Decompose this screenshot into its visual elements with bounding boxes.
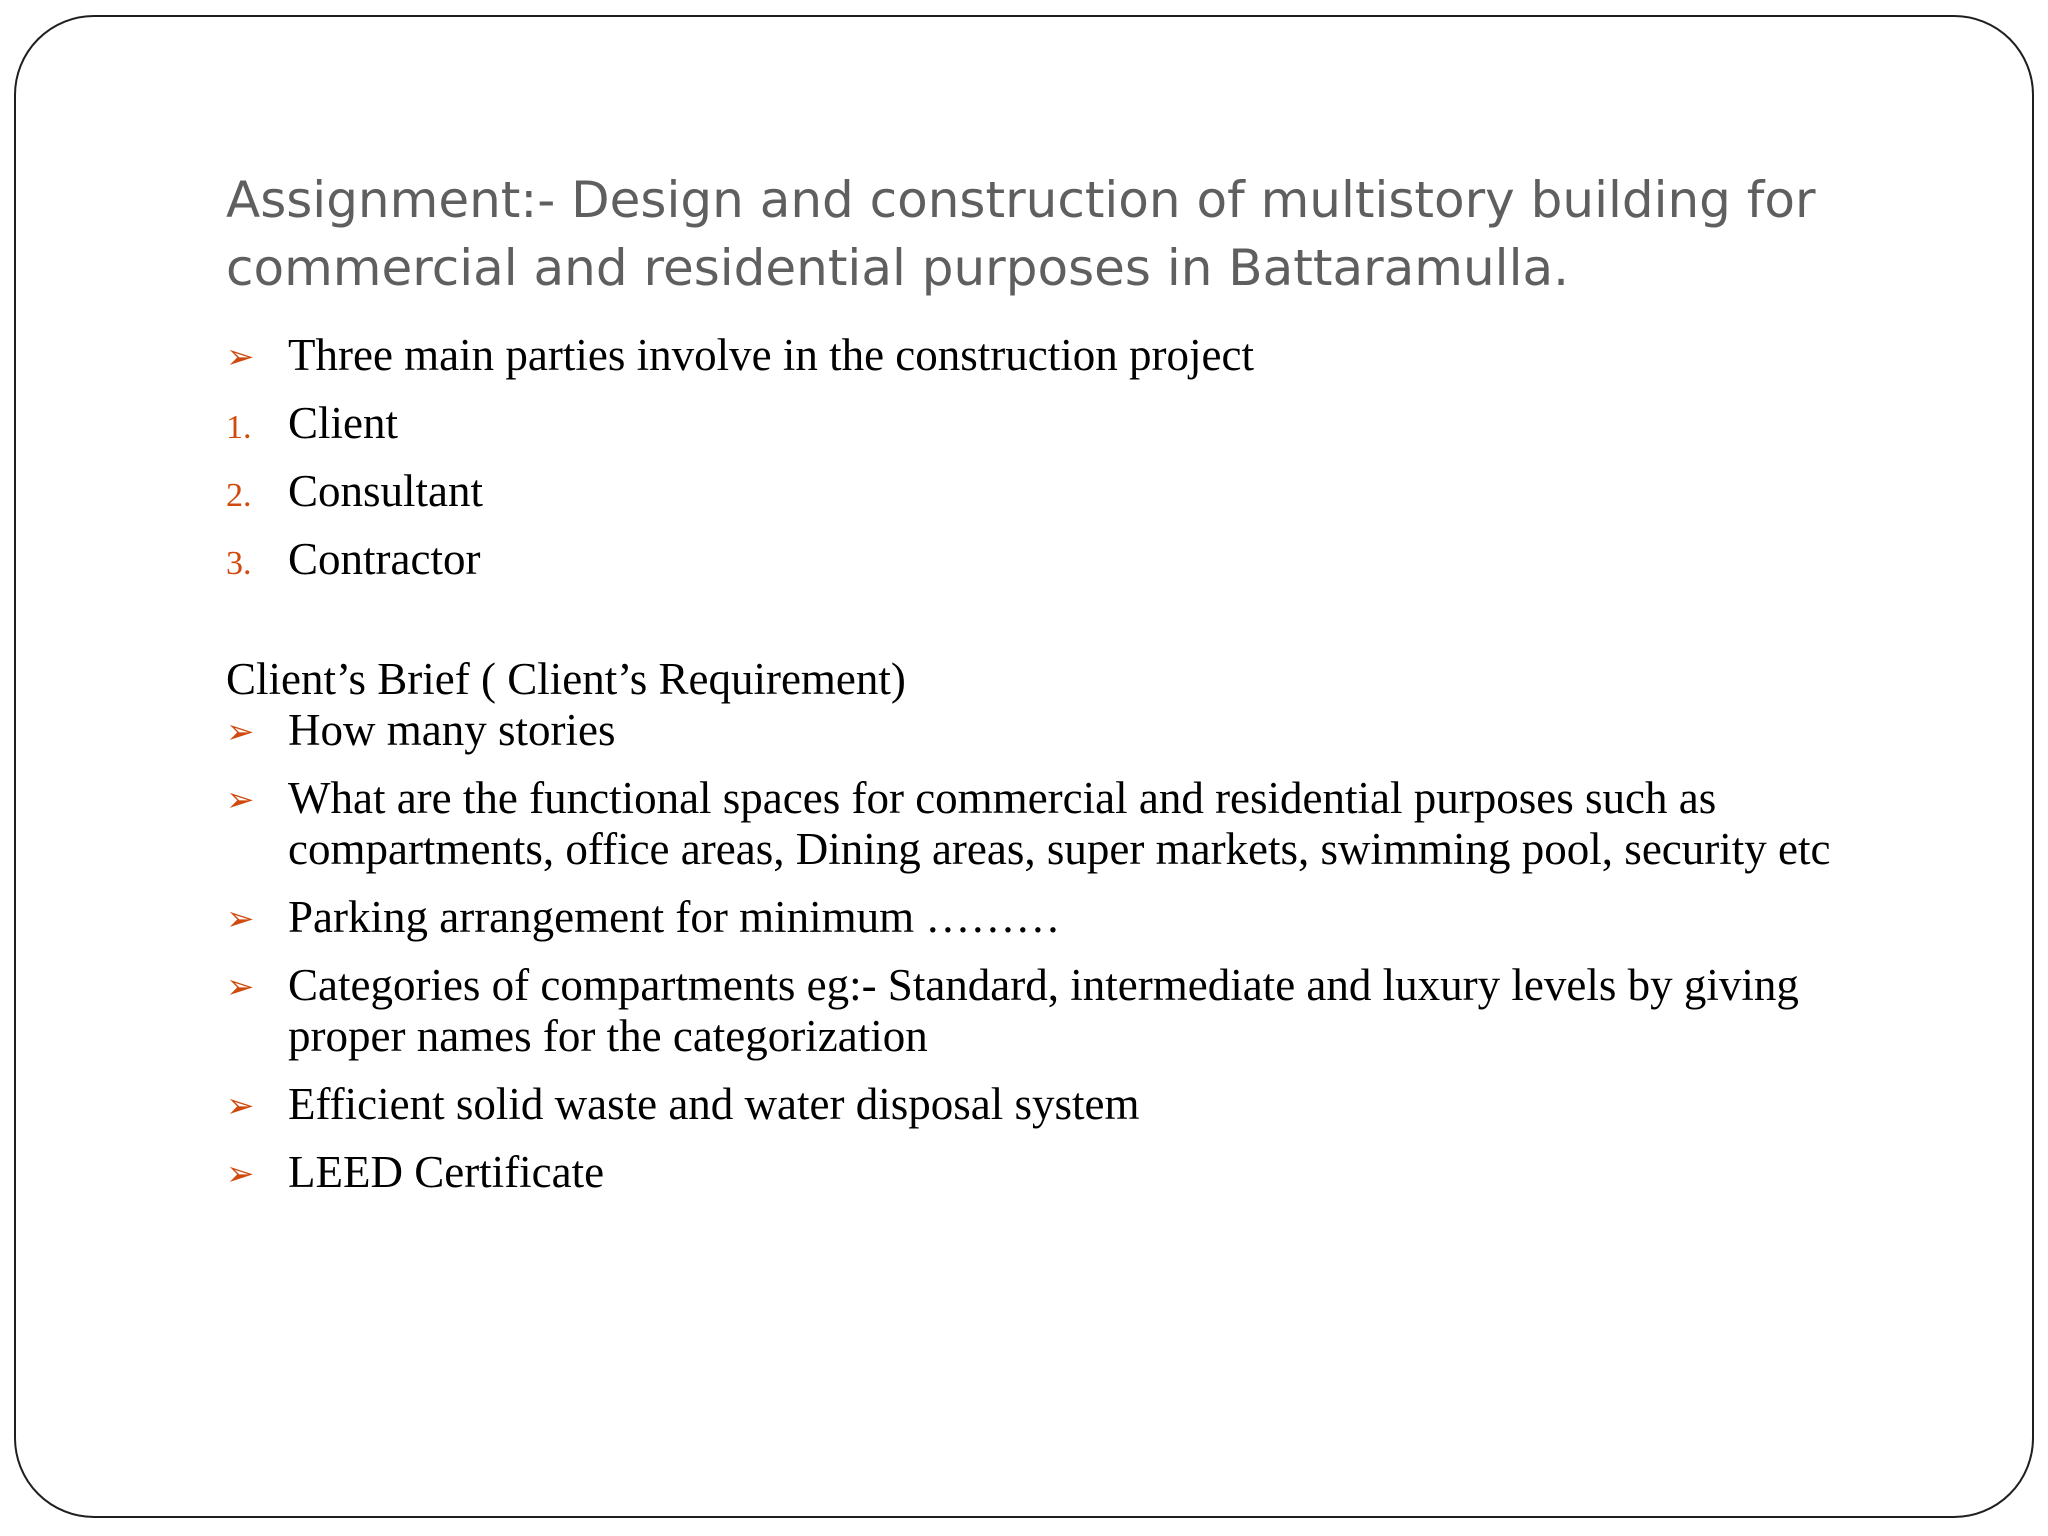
bullet-text: How many stories bbox=[288, 705, 616, 755]
numbered-item-consultant bbox=[226, 466, 1926, 517]
party-label: Contractor bbox=[288, 534, 481, 584]
arrow-bullet-icon: ➢ bbox=[226, 712, 255, 752]
slide-title: Assignment:- Design and construction of multistory building for commercial and residential purposes in Battaramulla. bbox=[226, 171, 1816, 297]
bullet-text: Three main parties involve in the construction project bbox=[288, 330, 1254, 380]
list-number: 1. bbox=[226, 409, 252, 446]
brief-item bbox=[226, 1079, 1926, 1130]
numbered-item-client bbox=[226, 398, 1926, 449]
arrow-bullet-icon: ➢ bbox=[226, 899, 255, 939]
arrow-bullet-icon: ➢ bbox=[226, 1154, 255, 1194]
brief-heading: Client’s Brief ( Client’s Requirement) bbox=[226, 654, 906, 704]
bullet-text: Parking arrangement for minimum ……… bbox=[288, 892, 1061, 942]
arrow-bullet-icon: ➢ bbox=[226, 1086, 255, 1126]
bullet-item-intro bbox=[226, 330, 1926, 381]
party-label: Client bbox=[288, 398, 398, 448]
bullet-text: Categories of compartments eg:- Standard, intermediate and luxury levels by giving proper names for the categorization bbox=[288, 960, 1799, 1061]
bullet-text: What are the functional spaces for commercial and residential purposes such as compartments, office areas, Dining areas, super markets, swimming pool, security etc bbox=[288, 773, 1831, 874]
list-number: 3. bbox=[226, 545, 252, 582]
brief-item bbox=[226, 705, 1926, 756]
brief-item bbox=[226, 773, 1926, 875]
bullet-text: Efficient solid waste and water disposal system bbox=[288, 1079, 1140, 1129]
bullet-text: LEED Certificate bbox=[288, 1147, 605, 1197]
party-label: Consultant bbox=[288, 466, 484, 516]
arrow-bullet-icon: ➢ bbox=[226, 780, 255, 820]
slide-content bbox=[226, 330, 1926, 1198]
numbered-item-contractor bbox=[226, 534, 1926, 585]
arrow-bullet-icon: ➢ bbox=[226, 337, 255, 377]
brief-item bbox=[226, 1147, 1926, 1198]
list-number: 2. bbox=[226, 477, 252, 514]
arrow-bullet-icon: ➢ bbox=[226, 967, 255, 1007]
brief-item bbox=[226, 960, 1926, 1062]
brief-item bbox=[226, 892, 1926, 943]
